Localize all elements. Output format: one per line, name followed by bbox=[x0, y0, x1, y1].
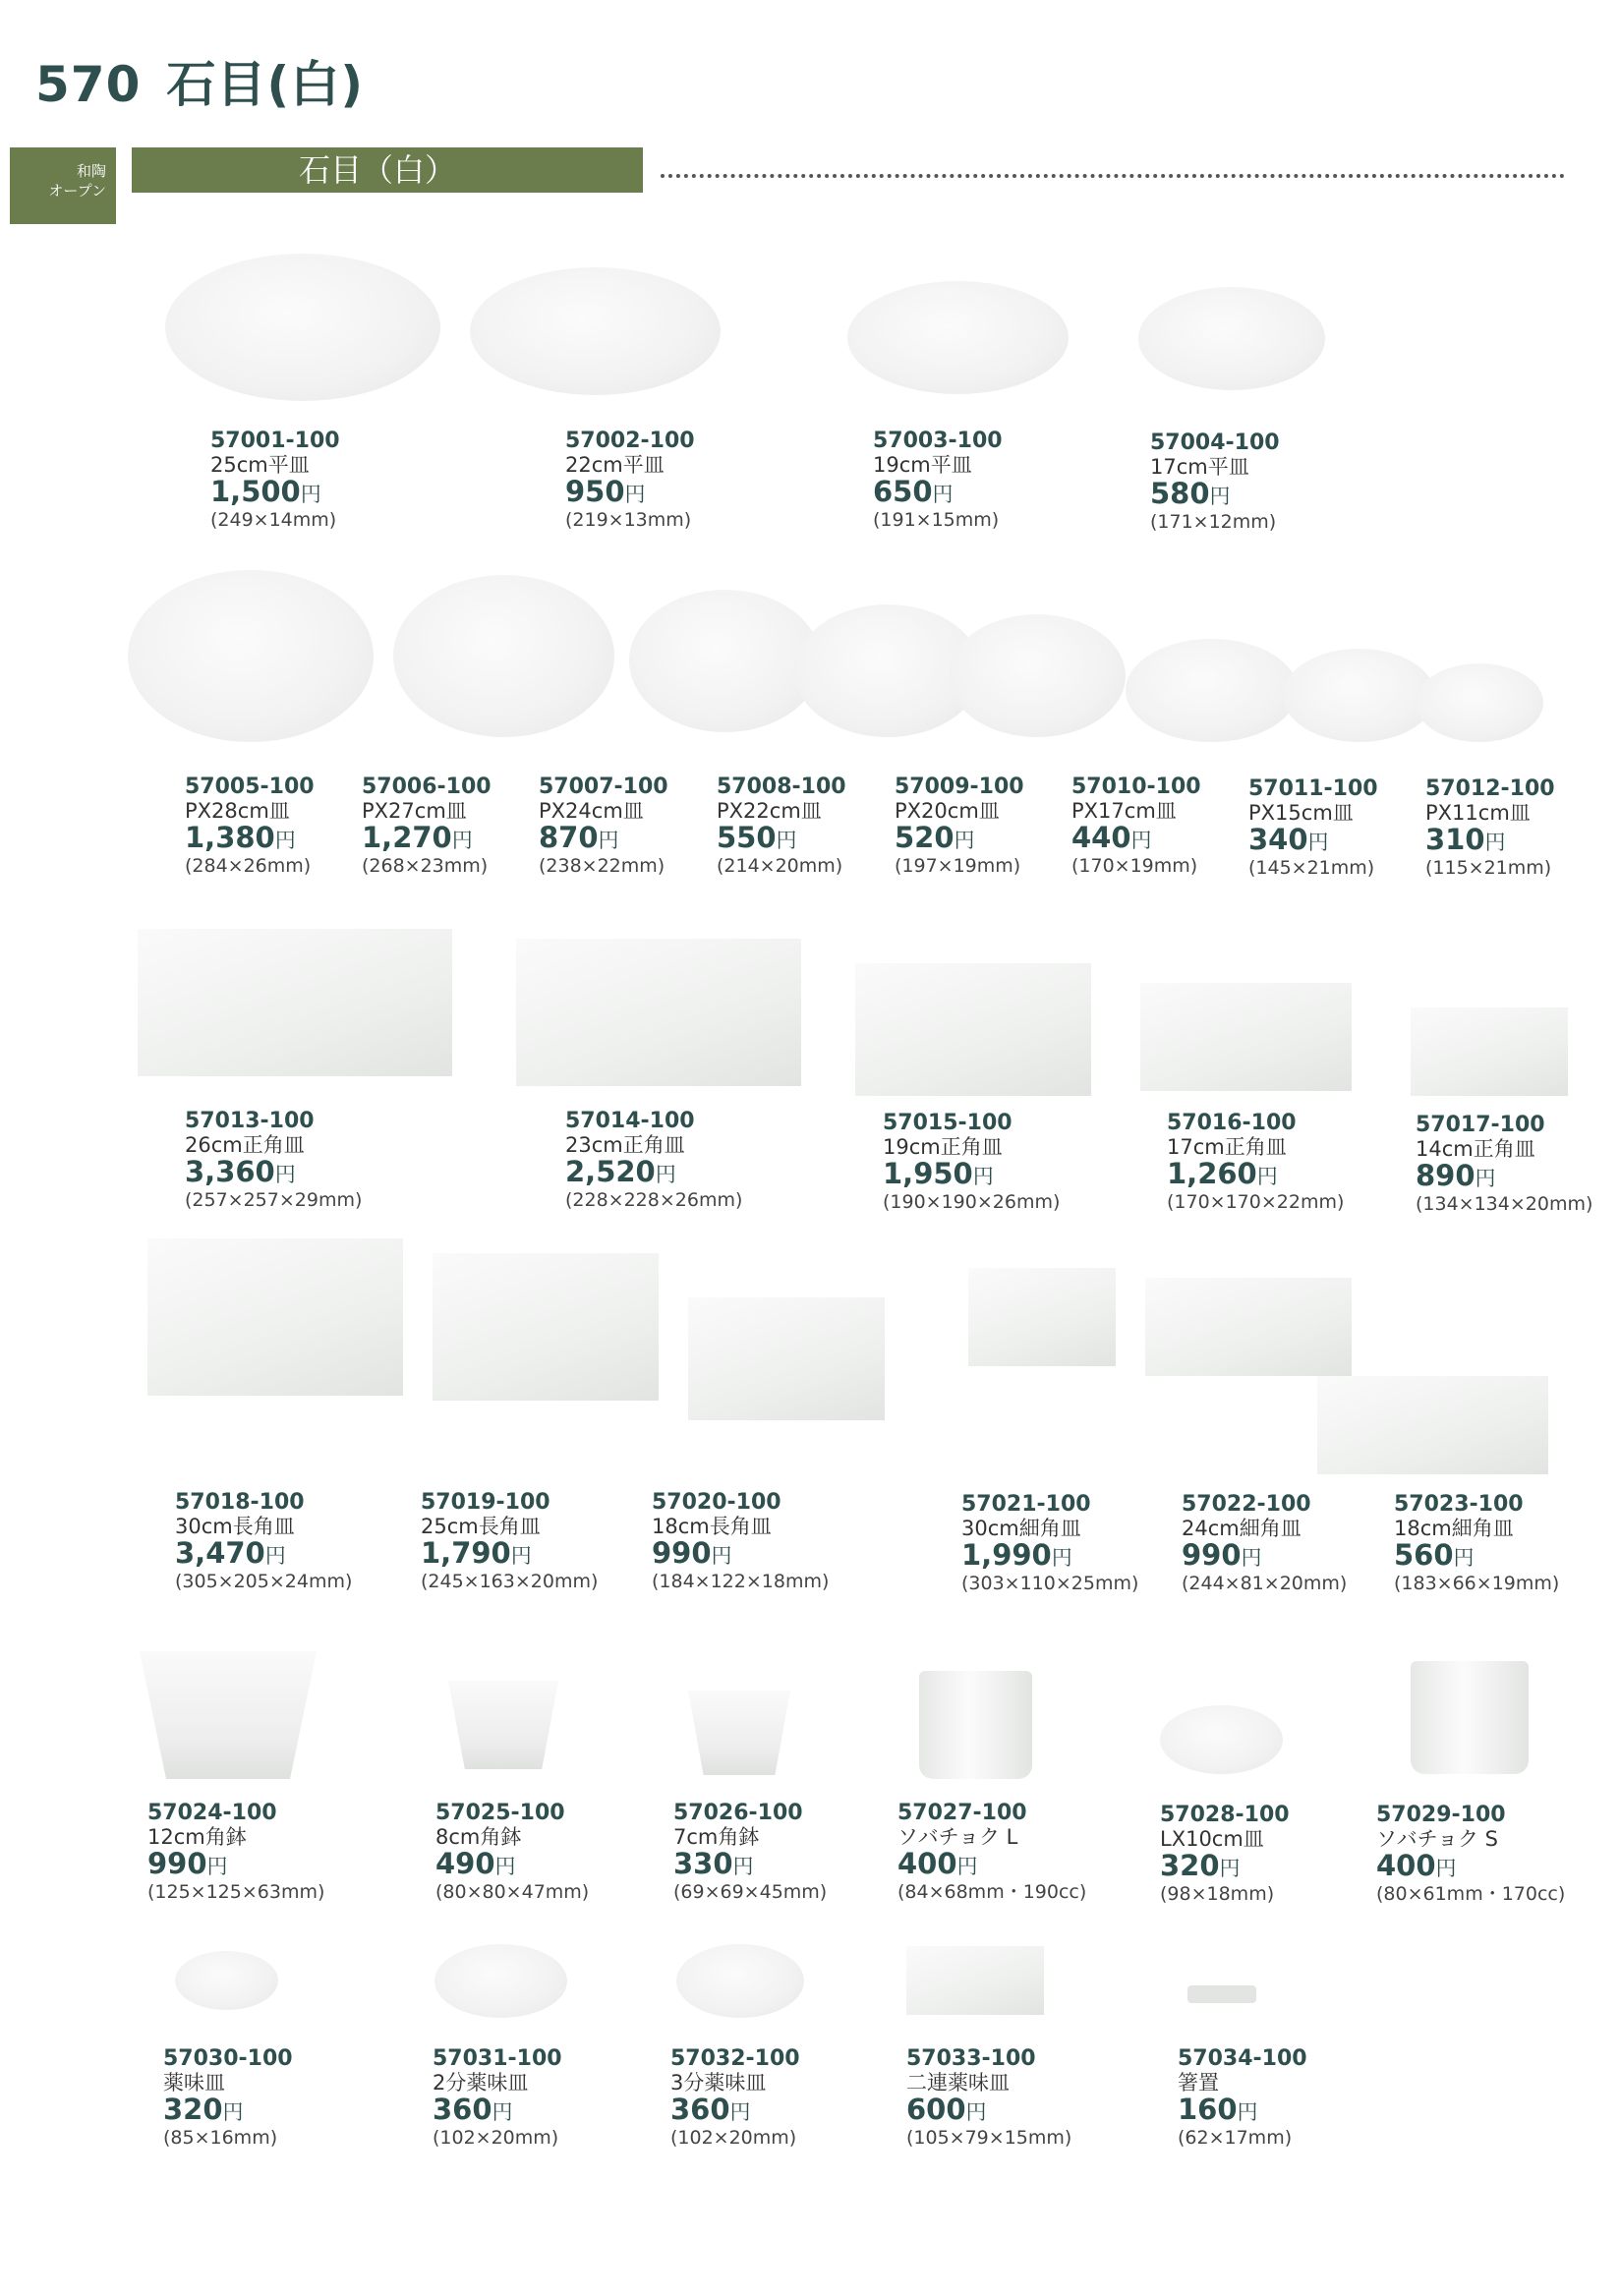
category-tag-line1: 和陶 bbox=[76, 162, 106, 180]
product-dimensions: (134×134×20mm) bbox=[1416, 1193, 1593, 1215]
product-name: 18cm長角皿 bbox=[652, 1515, 772, 1538]
product-price: 440 bbox=[1071, 821, 1131, 854]
product-code: 57017-100 bbox=[1416, 1113, 1545, 1137]
product-name: 3分薬味皿 bbox=[670, 2071, 767, 2095]
product-price: 1,950 bbox=[883, 1157, 973, 1190]
currency-unit: 円 bbox=[274, 829, 296, 852]
product-photo-57028 bbox=[1160, 1705, 1283, 1774]
product-dimensions: (303×110×25mm) bbox=[961, 1573, 1139, 1594]
product-dimensions: (183×66×19mm) bbox=[1394, 1573, 1560, 1594]
product-price: 320 bbox=[1160, 1849, 1220, 1882]
product-photo-57013 bbox=[138, 929, 452, 1076]
currency-unit: 円 bbox=[1435, 1857, 1457, 1880]
product-57028 bbox=[1160, 1803, 1290, 1906]
product-photo-57001 bbox=[165, 254, 440, 401]
product-price: 400 bbox=[897, 1847, 957, 1880]
product-price: 990 bbox=[1182, 1538, 1242, 1572]
product-57014 bbox=[565, 1109, 742, 1212]
currency-unit: 円 bbox=[1237, 2100, 1258, 2124]
product-57025 bbox=[435, 1801, 589, 1904]
product-code: 57032-100 bbox=[670, 2046, 800, 2071]
product-57001 bbox=[210, 429, 340, 532]
product-name: PX22cm皿 bbox=[717, 799, 822, 823]
dotted-divider bbox=[661, 174, 1565, 178]
product-code: 57012-100 bbox=[1425, 776, 1555, 801]
product-name: 30cm細角皿 bbox=[961, 1517, 1081, 1540]
product-57015 bbox=[883, 1111, 1060, 1214]
product-price: 950 bbox=[565, 475, 625, 508]
currency-unit: 円 bbox=[1051, 1546, 1072, 1570]
product-57022 bbox=[1182, 1492, 1347, 1595]
product-name: 30cm長角皿 bbox=[175, 1515, 295, 1538]
product-dimensions: (190×190×26mm) bbox=[883, 1191, 1061, 1213]
product-price: 560 bbox=[1394, 1538, 1454, 1572]
product-dimensions: (69×69×45mm) bbox=[673, 1881, 828, 1903]
product-57019 bbox=[421, 1490, 598, 1593]
product-name: 17cm正角皿 bbox=[1167, 1135, 1287, 1159]
product-dimensions: (171×12mm) bbox=[1150, 511, 1277, 533]
product-code: 57013-100 bbox=[185, 1109, 315, 1133]
product-name: LX10cm皿 bbox=[1160, 1827, 1264, 1851]
currency-unit: 円 bbox=[711, 1544, 732, 1568]
product-dimensions: (170×19mm) bbox=[1071, 855, 1198, 877]
currency-unit: 円 bbox=[598, 829, 619, 852]
product-photo-57010 bbox=[1126, 639, 1298, 742]
collection-title: 石目(白) bbox=[166, 56, 365, 113]
currency-unit: 円 bbox=[956, 1855, 978, 1878]
currency-unit: 円 bbox=[1219, 1857, 1241, 1880]
page-number: 570 bbox=[35, 56, 142, 113]
product-dimensions: (191×15mm) bbox=[873, 509, 1000, 531]
product-price: 490 bbox=[435, 1847, 495, 1880]
product-code: 57020-100 bbox=[652, 1490, 781, 1515]
product-57020 bbox=[652, 1490, 829, 1593]
product-57006 bbox=[362, 775, 492, 878]
product-name: 18cm細角皿 bbox=[1394, 1517, 1514, 1540]
currency-unit: 円 bbox=[1475, 1167, 1496, 1190]
product-photo-57033 bbox=[906, 1946, 1044, 2015]
product-code: 57018-100 bbox=[175, 1490, 305, 1515]
product-name: 薬味皿 bbox=[163, 2071, 225, 2095]
product-dimensions: (238×22mm) bbox=[539, 855, 665, 877]
product-dimensions: (197×19mm) bbox=[895, 855, 1021, 877]
product-code: 57025-100 bbox=[435, 1801, 565, 1825]
product-57007 bbox=[539, 775, 668, 878]
product-price: 1,260 bbox=[1167, 1157, 1257, 1190]
product-57030 bbox=[163, 2046, 293, 2150]
product-57005 bbox=[185, 775, 315, 878]
product-name: 2分薬味皿 bbox=[433, 2071, 529, 2095]
product-name: PX27cm皿 bbox=[362, 799, 467, 823]
product-57027 bbox=[897, 1801, 1086, 1904]
product-code: 57029-100 bbox=[1376, 1803, 1506, 1827]
product-dimensions: (244×81×20mm) bbox=[1182, 1573, 1348, 1594]
category-tag-line2: オープン bbox=[48, 182, 106, 200]
product-name: 二連薬味皿 bbox=[906, 2071, 1010, 2095]
currency-unit: 円 bbox=[494, 1855, 516, 1878]
product-name: PX24cm皿 bbox=[539, 799, 644, 823]
product-57017 bbox=[1416, 1113, 1592, 1216]
product-57029 bbox=[1376, 1803, 1565, 1906]
product-name: 22cm平皿 bbox=[565, 453, 665, 477]
product-dimensions: (125×125×63mm) bbox=[147, 1881, 325, 1903]
product-dimensions: (214×20mm) bbox=[717, 855, 843, 877]
product-photo-57015 bbox=[855, 963, 1091, 1096]
product-dimensions: (219×13mm) bbox=[565, 509, 692, 531]
product-dimensions: (115×21mm) bbox=[1425, 857, 1552, 879]
product-photo-57018 bbox=[147, 1238, 403, 1396]
product-dimensions: (102×20mm) bbox=[670, 2127, 797, 2149]
product-57004 bbox=[1150, 430, 1280, 534]
product-name: 26cm正角皿 bbox=[185, 1133, 305, 1157]
product-name: 箸置 bbox=[1178, 2071, 1219, 2095]
product-code: 57024-100 bbox=[147, 1801, 277, 1825]
currency-unit: 円 bbox=[492, 2100, 513, 2124]
product-price: 310 bbox=[1425, 823, 1485, 856]
product-dimensions: (268×23mm) bbox=[362, 855, 489, 877]
product-photo-57020 bbox=[688, 1297, 885, 1420]
currency-unit: 円 bbox=[264, 1544, 286, 1568]
product-price: 990 bbox=[147, 1847, 207, 1880]
product-price: 600 bbox=[906, 2093, 966, 2126]
product-code: 57022-100 bbox=[1182, 1492, 1311, 1517]
product-price: 160 bbox=[1178, 2093, 1238, 2126]
product-name: ソバチョク L bbox=[897, 1825, 1018, 1849]
product-price: 330 bbox=[673, 1847, 733, 1880]
product-57012 bbox=[1425, 776, 1555, 880]
product-code: 57016-100 bbox=[1167, 1111, 1297, 1135]
product-price: 3,360 bbox=[185, 1155, 275, 1188]
product-photo-57004 bbox=[1138, 287, 1325, 390]
product-photo-57024 bbox=[140, 1651, 317, 1779]
product-code: 57011-100 bbox=[1248, 776, 1378, 801]
product-price: 650 bbox=[873, 475, 933, 508]
product-name: 14cm正角皿 bbox=[1416, 1137, 1535, 1161]
product-dimensions: (85×16mm) bbox=[163, 2127, 278, 2149]
product-name: PX20cm皿 bbox=[895, 799, 1000, 823]
product-photo-57025 bbox=[448, 1681, 558, 1769]
product-photo-57014 bbox=[516, 939, 801, 1086]
product-price: 580 bbox=[1150, 477, 1210, 510]
product-code: 57005-100 bbox=[185, 775, 315, 799]
product-photo-57016 bbox=[1140, 983, 1352, 1091]
product-photo-57030 bbox=[175, 1951, 278, 2010]
product-code: 57003-100 bbox=[873, 429, 1003, 453]
currency-unit: 円 bbox=[729, 2100, 751, 2124]
product-57024 bbox=[147, 1801, 324, 1904]
product-dimensions: (145×21mm) bbox=[1248, 857, 1375, 879]
product-57011 bbox=[1248, 776, 1378, 880]
product-name: 17cm平皿 bbox=[1150, 455, 1249, 479]
product-photo-57022 bbox=[1145, 1278, 1352, 1376]
currency-unit: 円 bbox=[510, 1544, 532, 1568]
product-dimensions: (80×61mm・170cc) bbox=[1376, 1883, 1566, 1905]
product-dimensions: (305×205×24mm) bbox=[175, 1571, 353, 1592]
product-dimensions: (249×14mm) bbox=[210, 509, 337, 531]
currency-unit: 円 bbox=[776, 829, 797, 852]
product-57021 bbox=[961, 1492, 1138, 1595]
product-price: 3,470 bbox=[175, 1536, 265, 1570]
product-name: 7cm角鉢 bbox=[673, 1825, 760, 1849]
product-name: ソバチョク S bbox=[1376, 1827, 1498, 1851]
product-photo-57026 bbox=[688, 1691, 790, 1775]
product-code: 57034-100 bbox=[1178, 2046, 1307, 2071]
product-57033 bbox=[906, 2046, 1071, 2150]
currency-unit: 円 bbox=[222, 2100, 244, 2124]
product-code: 57010-100 bbox=[1071, 775, 1201, 799]
product-57003 bbox=[873, 429, 1003, 532]
page-title bbox=[35, 45, 364, 116]
product-price: 890 bbox=[1416, 1159, 1475, 1192]
product-name: 23cm正角皿 bbox=[565, 1133, 685, 1157]
product-code: 57021-100 bbox=[961, 1492, 1091, 1517]
currency-unit: 円 bbox=[206, 1855, 228, 1878]
product-code: 57027-100 bbox=[897, 1801, 1027, 1825]
product-photo-57032 bbox=[676, 1944, 804, 2018]
product-dimensions: (245×163×20mm) bbox=[421, 1571, 599, 1592]
product-photo-57017 bbox=[1411, 1007, 1568, 1096]
product-photo-57011 bbox=[1283, 649, 1435, 742]
product-code: 57019-100 bbox=[421, 1490, 550, 1515]
currency-unit: 円 bbox=[1241, 1546, 1262, 1570]
product-name: 12cm角鉢 bbox=[147, 1825, 247, 1849]
product-photo-57021 bbox=[968, 1268, 1116, 1366]
product-photo-57027 bbox=[919, 1671, 1032, 1779]
product-price: 1,790 bbox=[421, 1536, 511, 1570]
product-57023 bbox=[1394, 1492, 1559, 1595]
product-price: 360 bbox=[670, 2093, 730, 2126]
currency-unit: 円 bbox=[655, 1163, 676, 1186]
product-code: 57031-100 bbox=[433, 2046, 562, 2071]
product-dimensions: (184×122×18mm) bbox=[652, 1571, 830, 1592]
product-code: 57002-100 bbox=[565, 429, 695, 453]
product-name: 19cm正角皿 bbox=[883, 1135, 1003, 1159]
product-57010 bbox=[1071, 775, 1201, 878]
currency-unit: 円 bbox=[300, 483, 321, 506]
product-code: 57007-100 bbox=[539, 775, 668, 799]
currency-unit: 円 bbox=[624, 483, 646, 506]
product-57002 bbox=[565, 429, 695, 532]
product-dimensions: (257×257×29mm) bbox=[185, 1189, 363, 1211]
product-photo-57003 bbox=[847, 281, 1069, 394]
product-price: 2,520 bbox=[565, 1155, 656, 1188]
product-code: 57023-100 bbox=[1394, 1492, 1524, 1517]
product-code: 57033-100 bbox=[906, 2046, 1036, 2071]
product-photo-57034 bbox=[1187, 1985, 1256, 2003]
product-price: 1,990 bbox=[961, 1538, 1052, 1572]
product-57026 bbox=[673, 1801, 827, 1904]
product-code: 57015-100 bbox=[883, 1111, 1012, 1135]
currency-unit: 円 bbox=[274, 1163, 296, 1186]
currency-unit: 円 bbox=[1130, 829, 1152, 852]
product-code: 57030-100 bbox=[163, 2046, 293, 2071]
currency-unit: 円 bbox=[1256, 1165, 1278, 1188]
product-photo-57012 bbox=[1416, 663, 1543, 742]
currency-unit: 円 bbox=[965, 2100, 987, 2124]
currency-unit: 円 bbox=[1209, 485, 1231, 508]
product-price: 340 bbox=[1248, 823, 1308, 856]
product-dimensions: (284×26mm) bbox=[185, 855, 312, 877]
product-code: 57014-100 bbox=[565, 1109, 695, 1133]
product-price: 1,270 bbox=[362, 821, 452, 854]
product-price: 1,500 bbox=[210, 475, 301, 508]
product-dimensions: (102×20mm) bbox=[433, 2127, 559, 2149]
product-57013 bbox=[185, 1109, 362, 1212]
product-code: 57009-100 bbox=[895, 775, 1024, 799]
product-photo-57023 bbox=[1317, 1376, 1548, 1474]
product-dimensions: (105×79×15mm) bbox=[906, 2127, 1072, 2149]
currency-unit: 円 bbox=[1453, 1546, 1475, 1570]
product-dimensions: (170×170×22mm) bbox=[1167, 1191, 1345, 1213]
currency-unit: 円 bbox=[1307, 831, 1329, 854]
product-price: 520 bbox=[895, 821, 955, 854]
product-name: 19cm平皿 bbox=[873, 453, 972, 477]
product-price: 360 bbox=[433, 2093, 492, 2126]
series-label: 石目（白） bbox=[132, 147, 643, 193]
product-price: 320 bbox=[163, 2093, 223, 2126]
product-photo-57006 bbox=[393, 575, 614, 737]
currency-unit: 円 bbox=[732, 1855, 754, 1878]
product-57034 bbox=[1178, 2046, 1307, 2150]
product-57016 bbox=[1167, 1111, 1344, 1214]
currency-unit: 円 bbox=[954, 829, 975, 852]
product-57018 bbox=[175, 1490, 352, 1593]
product-code: 57001-100 bbox=[210, 429, 340, 453]
currency-unit: 円 bbox=[1484, 831, 1506, 854]
product-name: PX11cm皿 bbox=[1425, 801, 1531, 825]
product-name: 25cm平皿 bbox=[210, 453, 310, 477]
product-dimensions: (98×18mm) bbox=[1160, 1883, 1275, 1905]
product-code: 57028-100 bbox=[1160, 1803, 1290, 1827]
product-price: 550 bbox=[717, 821, 777, 854]
product-57009 bbox=[895, 775, 1024, 878]
currency-unit: 円 bbox=[972, 1165, 994, 1188]
product-dimensions: (62×17mm) bbox=[1178, 2127, 1293, 2149]
product-57032 bbox=[670, 2046, 800, 2150]
product-dimensions: (228×228×26mm) bbox=[565, 1189, 743, 1211]
product-photo-57002 bbox=[470, 267, 721, 395]
product-name: PX28cm皿 bbox=[185, 799, 290, 823]
product-57031 bbox=[433, 2046, 562, 2150]
product-name: 8cm角鉢 bbox=[435, 1825, 522, 1849]
product-photo-57019 bbox=[433, 1253, 659, 1401]
product-price: 1,380 bbox=[185, 821, 275, 854]
product-price: 870 bbox=[539, 821, 599, 854]
product-name: 24cm細角皿 bbox=[1182, 1517, 1302, 1540]
product-price: 990 bbox=[652, 1536, 712, 1570]
product-code: 57006-100 bbox=[362, 775, 492, 799]
currency-unit: 円 bbox=[451, 829, 473, 852]
product-photo-57031 bbox=[434, 1944, 567, 2018]
category-tag bbox=[10, 147, 116, 224]
product-dimensions: (84×68mm・190cc) bbox=[897, 1881, 1087, 1903]
product-57008 bbox=[717, 775, 846, 878]
product-photo-57029 bbox=[1411, 1661, 1529, 1774]
product-price: 400 bbox=[1376, 1849, 1436, 1882]
product-photo-57009 bbox=[949, 614, 1126, 737]
product-name: PX15cm皿 bbox=[1248, 801, 1354, 825]
product-code: 57026-100 bbox=[673, 1801, 803, 1825]
product-photo-57007 bbox=[629, 590, 821, 732]
product-code: 57008-100 bbox=[717, 775, 846, 799]
product-code: 57004-100 bbox=[1150, 430, 1280, 455]
product-name: 25cm長角皿 bbox=[421, 1515, 541, 1538]
currency-unit: 円 bbox=[932, 483, 954, 506]
product-dimensions: (80×80×47mm) bbox=[435, 1881, 590, 1903]
product-photo-57005 bbox=[128, 570, 374, 742]
product-name: PX17cm皿 bbox=[1071, 799, 1177, 823]
